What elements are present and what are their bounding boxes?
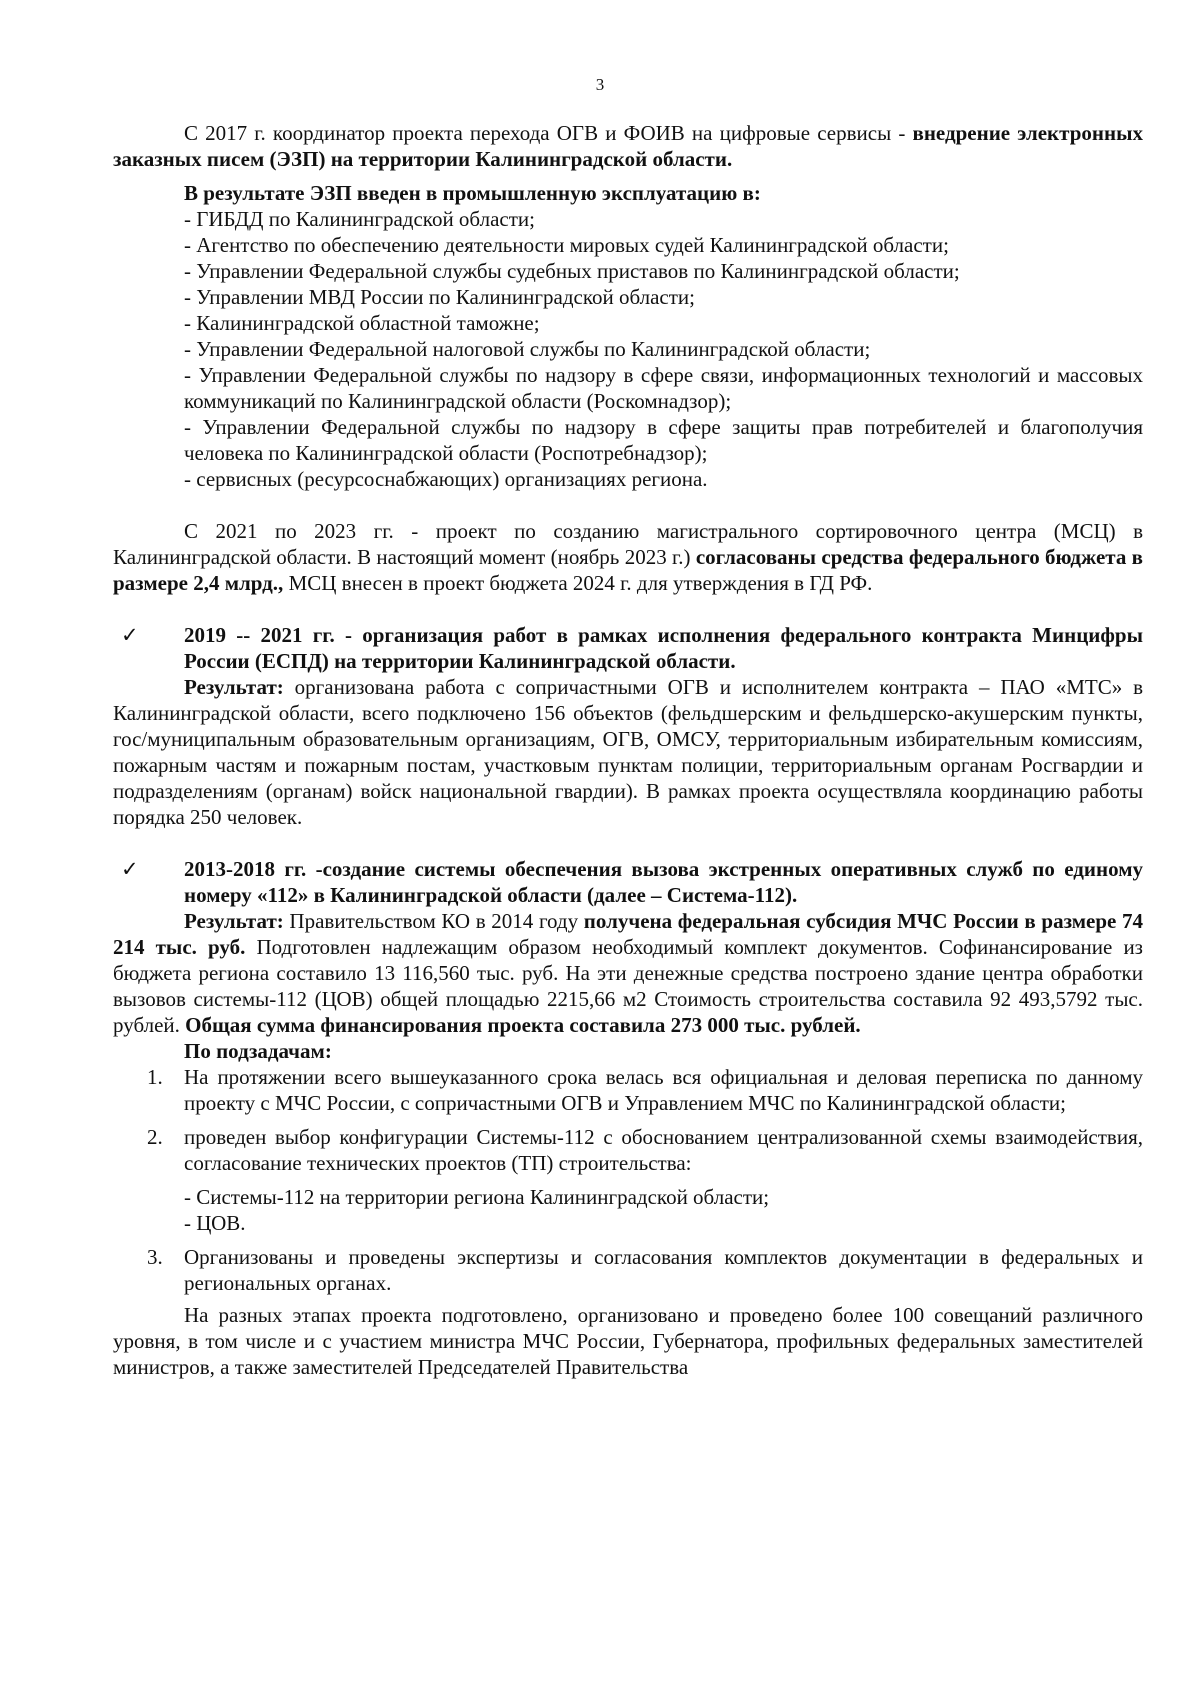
system112-text-bold-2: Общая сумма финансирования проекта составила 273 000 тыс. рублей.	[185, 1013, 861, 1037]
ezp-result-heading: В результате ЭЗП введен в промышленную эксплуатацию в:	[184, 181, 761, 205]
ezp-list-item: - Агентство по обеспечению деятельности мировых судей Калининградской области;	[184, 233, 949, 257]
ezp-intro-paragraph	[113, 120, 1143, 172]
system112-heading: 2013-2018 гг. -создание системы обеспечения вызова экстренных оперативных служб по единому номеру «112» в Калининградской области (далее – Система-112).	[184, 857, 1143, 907]
ezp-intro-bold: внедрение электронных заказных писем (ЭЗП) на территории Калининградской области.	[113, 121, 1143, 171]
subtask-sublist	[113, 1184, 1143, 1236]
page-number: 3	[595, 75, 605, 94]
checkmark-icon: ✓	[121, 857, 139, 881]
ezp-list-item: - ГИБДД по Калининградской области;	[184, 207, 535, 231]
espd-heading: 2019 -- 2021 гг. - организация работ в рамках исполнения федерального контракта Минцифры России (ЕСПД) на территории Калининградской области.	[184, 623, 1143, 673]
subtask-text: На протяжении всего вышеуказанного срока велась вся официальная и деловая переписка по данному проекту с МЧС России, с сопричастными ОГВ и Управлением МЧС по Калининградской области;	[184, 1065, 1143, 1115]
subtask-item	[147, 1244, 1143, 1296]
espd-result-paragraph	[113, 674, 1143, 830]
ezp-list-item: - Управлении Федеральной службы судебных приставов по Калининградской области;	[184, 259, 960, 283]
msc-paragraph	[113, 518, 1143, 596]
subtask-item	[147, 1124, 1143, 1176]
subtask-number: 2.	[147, 1125, 163, 1149]
system112-text-bold-1: получена федеральная субсидия МЧС России в размере 74 214 тыс. руб.	[113, 909, 1143, 959]
subtask-text: проведен выбор конфигурации Системы-112 с обоснованием централизованной схемы взаимодействия, согласование технических проектов (ТП) строительства:	[184, 1125, 1143, 1175]
ezp-list-item: - Управлении МВД России по Калининградской области;	[184, 285, 695, 309]
ezp-result-block	[113, 180, 1143, 492]
subtask-number: 1.	[147, 1065, 163, 1089]
system112-text-3: Подготовлен надлежащим образом необходимый комплект документов. Софинансирование из бюджета региона составило 13 116,560 тыс. руб. На эти денежные средства построено здание центра обработки вызовов системы-112 (ЦОВ) общей площадью 2215,66 м2 Стоимость строительства составила 92 493,5792 тыс. рублей.	[113, 935, 1143, 1037]
ezp-list-item: - Управлении Федеральной службы по надзору в сфере защиты прав потребителей и благополучия человека по Калининградской области (Роспотребнадзор);	[184, 415, 1143, 465]
subtask-sublist-item: - Системы-112 на территории региона Калининградской области;	[184, 1185, 770, 1209]
ezp-list-item: - Управлении Федеральной налоговой службы по Калининградской области;	[184, 337, 871, 361]
system112-result-label: Результат:	[184, 909, 284, 933]
system112-text-1: Правительством КО в 2014 году	[283, 909, 584, 933]
subtask-number: 3.	[147, 1245, 163, 1269]
espd-result-text: организована работа с сопричастными ОГВ и исполнителем контракта – ПАО «МТС» в Калининградской области, всего подключено 156 объектов (фельдшерским и фельдшерско-акушерским пункты, гос/муниципальным образовательным организациям, ОГВ, ОМСУ, территориальным избирательным комиссиям, пожарным частям и пожарным постам, участковым пунктам полиции, территориальным органам Росгвардии и подразделениям (органам) войск национальной гвардии). В рамках проекта осуществляла координацию работы порядка 250 человек.	[113, 675, 1143, 829]
ezp-list-item: - Калининградской областной таможне;	[184, 311, 540, 335]
msc-text-3: МСЦ внесен в проект бюджета 2024 г. для утверждения в ГД РФ.	[283, 571, 873, 595]
ezp-intro-text: С 2017 г. координатор проекта перехода ОГВ и ФОИВ на цифровые сервисы -	[184, 121, 913, 145]
checkmark-icon: ✓	[121, 623, 139, 647]
subtask-item	[147, 1064, 1143, 1116]
subtasks-heading: По подзадачам:	[184, 1039, 332, 1063]
closing-paragraph: На разных этапах проекта подготовлено, организовано и проведено более 100 совещаний различного уровня, в том числе и с участием министра МЧС России, Губернатора, профильных федеральных заместителей министров, а также заместителей Председателей Правительства	[113, 1303, 1143, 1379]
espd-section	[113, 622, 1143, 674]
system112-result-paragraph	[113, 908, 1143, 1038]
page-content	[113, 120, 1143, 1380]
system112-section	[113, 856, 1143, 908]
msc-text-bold: согласованы средства федерального бюджета в размере 2,4 млрд.,	[113, 545, 1144, 595]
subtask-sublist-item: - ЦОВ.	[184, 1211, 246, 1235]
msc-text-1: С 2021 по 2023 гг. - проект по созданию магистрального сортировочного центра (МСЦ) в Калининградской области. В настоящий момент (ноябрь 2023 г.)	[113, 519, 1143, 569]
ezp-list-item: - Управлении Федеральной службы по надзору в сфере связи, информационных технологий и массовых коммуникаций по Калининградской области (Роскомнадзор);	[184, 363, 1143, 413]
subtask-text: Организованы и проведены экспертизы и согласования комплектов документации в федеральных и региональных органах.	[184, 1245, 1143, 1295]
ezp-list-item: - сервисных (ресурсоснабжающих) организациях региона.	[184, 467, 708, 491]
espd-result-label: Результат:	[184, 675, 284, 699]
